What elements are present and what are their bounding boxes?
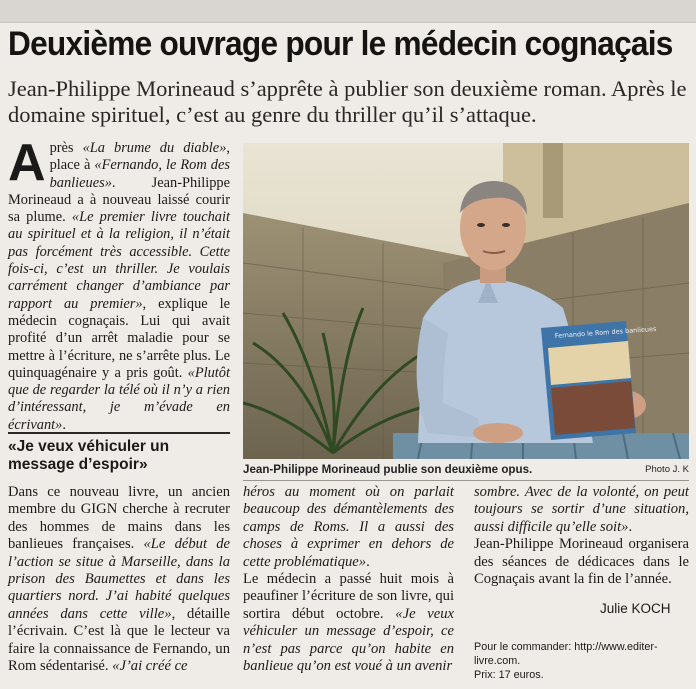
body-paragraph [243,484,454,675]
author-byline: Julie KOCH [600,601,671,616]
body-text: , explique le médecin cognaçais. Lui qui avait profité d’un arrêt maladie pour se mettre à l’écriture, ne s’arrête plus. Le quinquagénaire y a pris goût. [8,295,230,381]
order-link-line: Pour le commander: http://www.editer-livre.com. [474,641,658,667]
caption-divider [243,480,689,481]
order-info [474,640,689,682]
body-text: , détaille l’écrivain. C’est là que le lecteur va faire la connaissance de Fernando, un Rom sédentarisé. [8,605,230,675]
quoted-text: «Fernando, le Rom des banlieues» [49,157,230,191]
body-paragraph [8,484,230,675]
quoted-text: «J’ai créé ce [112,658,188,675]
photo-credit: Photo J. K [645,464,689,475]
body-text: près [49,140,83,156]
price-line: Prix: 17 euros. [474,669,544,681]
quoted-text: «Je veux véhiculer un message d’espoir, ce n’est pas parce qu’on habite en banlieue qu’on est voué à un avenir [243,605,455,675]
quoted-text: «Plutôt que de regarder la télé où il n’y a rien d’intéressant, je m’évade en écrivant» [8,364,230,433]
quoted-text: héros au moment où on parlait beaucoup des démantèlements des camps de Roms. Il a aussi des choses à exprimer en dehors de cette problématique» [243,484,454,570]
page-top-edge [0,0,696,23]
quoted-text: sombre. Avec de la volonté, on peut toujours se sortir d’une situation, aussi difficile qu’elle soit» [474,484,689,535]
body-column-1 [8,484,230,675]
article-subhead: Jean-Philippe Morineaud s’apprête à publier son deuxième roman. Après le domaine spirituel, c’est au genre du thriller qu’il s’attaque. [8,76,687,127]
body-column-2 [243,484,454,675]
body-text: Jean-Philippe Morineaud organisera des séances de dédicaces dans le Cognaçais avant la fin de l’année. [474,536,689,588]
book-title: Fernando le Rom des banlieues [554,324,657,340]
portrait-illustration [243,143,689,459]
drop-cap: A [8,134,46,192]
pull-quote-heading: «Je veux véhiculer un message d’espoir» [8,432,230,474]
article-photo [243,143,689,459]
body-text: Le médecin a passé huit mois à peaufiner l’écriture de son livre, qui sortira début octobre. [243,571,454,622]
body-text: . [366,553,370,570]
quoted-text: «Le premier livre touchait au spirituel et à la religion, il n’était pas forcément très accessible. Cette fois-ci, c’est un thriller. Je voulais carrément changer d’ambiance par rapport au premier» [8,209,230,312]
quoted-text: «Le début de l’action se situe à Marseille, dans la prison des Baumettes et dans les quartiers nord. J’ai habité quelques années dans cette ville» [8,536,230,622]
article-headline: Deuxième ouvrage pour le médecin cognaçais [8,25,673,63]
body-text: . [628,518,633,535]
body-text: Dans ce nouveau livre, un ancien membre du GIGN cherche à recruter des hommes de mains dans les banlieues françaises. [8,484,230,553]
quoted-text: «La brume du diable» [82,140,227,156]
intro-column [8,134,231,434]
body-text: . [62,416,66,433]
body-paragraph [474,484,689,588]
body-text: . Jean-Philippe Morineaud a à nouveau laissé courir sa plume. [8,174,230,226]
body-column-3 [474,484,689,588]
caption-text: Jean-Philippe Morineaud publie son deuxième opus. [243,463,533,476]
body-text: , place à [49,140,231,174]
photo-caption [243,463,689,476]
